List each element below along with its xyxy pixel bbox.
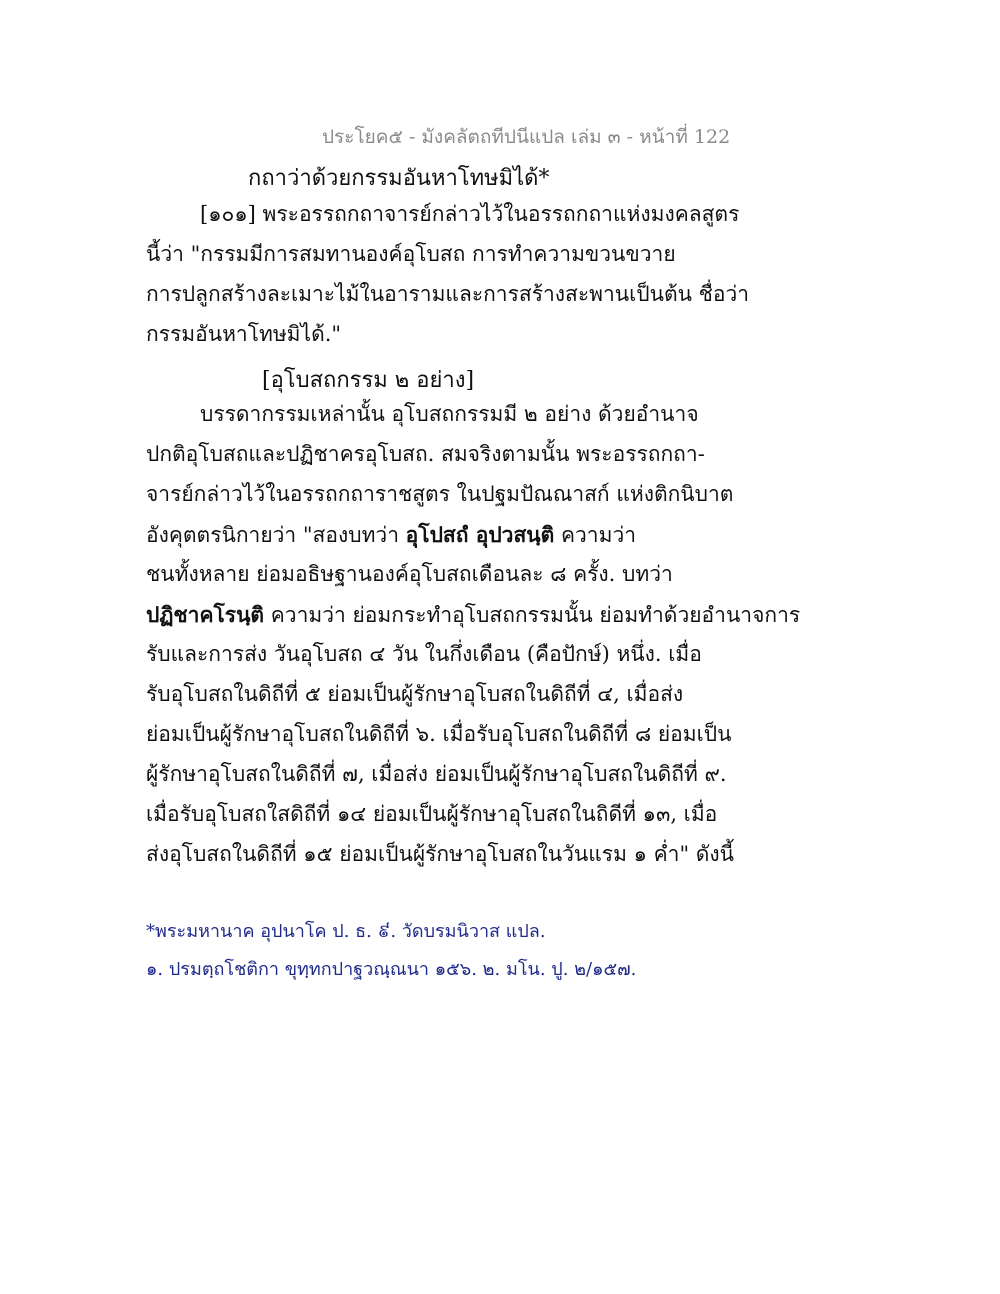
paragraph-line: การปลูกสร้างละเมาะไม้ในอารามและการสร้างสะพานเป็นต้น ชื่อว่า bbox=[146, 282, 750, 306]
text-run: ความว่า bbox=[554, 523, 637, 547]
paragraph-line bbox=[146, 522, 636, 548]
paragraph-line: จารย์กล่าวไว้ในอรรถกถาราชสูตร ในปฐมปัณณาสก์ แห่งติกนิบาต bbox=[146, 482, 734, 506]
paragraph-line: บรรดากรรมเหล่านั้น อุโบสถกรรมมี ๒ อย่าง ด้วยอำนาจ bbox=[200, 402, 699, 426]
paragraph-line: นี้ว่า "กรรมมีการสมทานองค์อุโบสถ การทำความขวนขวาย bbox=[146, 242, 676, 266]
paragraph-line: กรรมอันหาโทษมิได้." bbox=[146, 322, 342, 346]
footnote: *พระมหานาค อุปนาโค ป. ธ. ៩. วัดบรมนิวาส แปล. bbox=[146, 921, 546, 942]
paragraph-line: รับและการส่ง วันอุโบสถ ๔ วัน ในกึ่งเดือน (คือปักษ์) หนึ่ง. เมื่อ bbox=[146, 642, 702, 666]
paragraph-line: ย่อมเป็นผู้รักษาอุโบสถในดิถีที่ ๖. เมื่อรับอุโบสถในดิถีที่ ๘ ย่อมเป็น bbox=[146, 722, 732, 746]
paragraph-line: เมื่อรับอุโบสถใสดิถีที่ ๑๔ ย่อมเป็นผู้รักษาอุโบสถในถิดีที่ ๑๓, เมื่อ bbox=[146, 802, 718, 826]
paragraph-line: รับอุโบสถในดิถีที่ ๕ ย่อมเป็นผู้รักษาอุโบสถในดิถีที่ ๔, เมื่อส่ง bbox=[146, 682, 684, 706]
pali-term-bold: อุโปสถํ อุปวสนฺติ bbox=[405, 522, 555, 547]
paragraph-line: [๑๐๑] พระอรรถกถาจารย์กล่าวไว้ในอรรถกถาแห่งมงคลสูตร bbox=[200, 202, 740, 226]
footnote: ๑. ปรมตฺถโชติกา ขุทฺทกปาฐวณฺณนา ๑๕๖. ๒. มโน. ปู. ๒/๑๕๗. bbox=[146, 959, 637, 980]
text-run: ความว่า ย่อมกระทำอุโบสถกรรมนั้น ย่อมทำด้วยอำนาจการ bbox=[264, 603, 801, 627]
paragraph-line: ปกติอุโบสถและปฏิชาครอุโบสถ. สมจริงตามนั้น พระอรรถกถา- bbox=[146, 442, 705, 466]
paragraph-line: ผู้รักษาอุโบสถในดิถีที่ ๗, เมื่อส่ง ย่อมเป็นผู้รักษาอุโบสถในดิถีที่ ๙. bbox=[146, 762, 727, 786]
text-run: อังคุตตรนิกายว่า "สองบทว่า bbox=[146, 523, 406, 547]
running-header: ประโยค๕ - มังคลัตถทีปนีแปล เล่ม ๓ - หน้าที่ 122 bbox=[322, 126, 731, 148]
paragraph-line: ส่งอุโบสถในดิถีที่ ๑๕ ย่อมเป็นผู้รักษาอุโบสถในวันแรม ๑ ค่ำ" ดังนี้ bbox=[146, 842, 735, 866]
section-title: กถาว่าด้วยกรรมอันหาโทษมิได้* bbox=[248, 166, 550, 191]
section-heading: [อุโบสถกรรม ๒ อย่าง] bbox=[262, 368, 475, 393]
pali-term-bold: ปฏิชาคโรนฺติ bbox=[146, 602, 265, 627]
paragraph-line bbox=[146, 602, 800, 628]
paragraph-line: ชนทั้งหลาย ย่อมอธิษฐานองค์อุโบสถเดือนละ ๘ ครั้ง. บทว่า bbox=[146, 562, 673, 586]
